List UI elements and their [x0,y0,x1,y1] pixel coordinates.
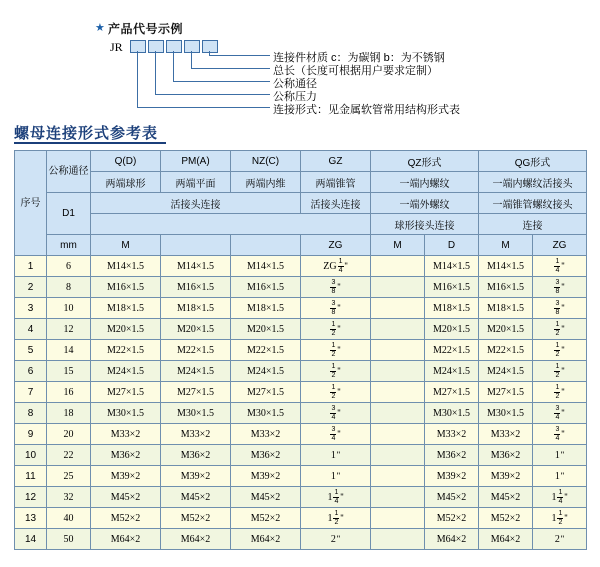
cell-gz: $\frac{3}{8}$ " [301,298,371,319]
cell-qg-zg: 1 $\frac{1}{2}$ " [533,508,587,529]
cell-qz-d: M14×1.5 [425,256,479,277]
header-row-units [15,235,587,256]
cell-qg-m: M14×1.5 [479,256,533,277]
cell-dn: 15 [47,361,91,382]
header-unit-mm: mm [47,235,91,256]
header-group-qz-cn: 一端内螺纹 [371,172,479,193]
cell-seq: 14 [15,529,47,550]
header-row-cn [15,172,587,193]
cell-seq: 4 [15,319,47,340]
header-group-q-cn: 两端球形 [91,172,161,193]
legend-label-dn: 公称通径 [273,78,317,90]
cell-qz-d: M24×1.5 [425,361,479,382]
cell-qg-m: M64×2 [479,529,533,550]
cell-pm: M64×2 [161,529,231,550]
cell-dn: 22 [47,445,91,466]
leader-v-3 [173,51,174,81]
cell-qg-zg: 1 " [533,466,587,487]
cell-seq: 12 [15,487,47,508]
cell-qz-m [371,424,425,445]
table-row [15,424,587,445]
cell-qz-m [371,466,425,487]
cell-gz: $\frac{3}{8}$ " [301,277,371,298]
cell-seq: 3 [15,298,47,319]
section-title-underline [14,142,166,144]
cell-qg-zg: $\frac{1}{2}$ " [533,340,587,361]
header-group-pm-cn: 两端平面 [161,172,231,193]
cell-nz: M45×2 [231,487,301,508]
cell-pm: M16×1.5 [161,277,231,298]
cell-nz: M36×2 [231,445,301,466]
cell-nz: M64×2 [231,529,301,550]
code-prefix: JR [110,40,123,54]
cell-qz-m [371,403,425,424]
cell-pm: M30×1.5 [161,403,231,424]
header-group-nz-cn: 两端内维 [231,172,301,193]
cell-dn: 8 [47,277,91,298]
cell-pm: M18×1.5 [161,298,231,319]
cell-q: M64×2 [91,529,161,550]
cell-nz: M33×2 [231,424,301,445]
cell-qg-zg: $\frac{3}{8}$ " [533,277,587,298]
cell-qg-zg: 1 " [533,445,587,466]
legend-label-pressure: 公称压力 [273,91,317,103]
header-dn [47,151,91,193]
cell-qg-zg: 1 $\frac{1}{4}$ " [533,487,587,508]
cell-qz-m [371,340,425,361]
leader-h-2 [155,94,270,95]
cell-q: M33×2 [91,424,161,445]
leader-v-2 [155,51,156,94]
header-d1-label: D1 [62,208,75,219]
cell-qz-d: M39×2 [425,466,479,487]
table-row [15,445,587,466]
cell-qg-zg: $\frac{1}{2}$ " [533,319,587,340]
cell-pm: M39×2 [161,466,231,487]
cell-nz: M27×1.5 [231,382,301,403]
header-group-qg-cn2: 一端锥管螺纹接头 [479,193,587,214]
table-row [15,319,587,340]
cell-qz-d: M27×1.5 [425,382,479,403]
nut-connection-table [14,150,586,550]
cell-gz: 2 " [301,529,371,550]
cell-qz-m [371,529,425,550]
cell-nz: M14×1.5 [231,256,301,277]
header-unit-qg-m: M [479,235,533,256]
cell-gz: $\frac{3}{4}$ " [301,403,371,424]
header-unit-gz: ZG [301,235,371,256]
header-unit-pm [161,235,231,256]
legend-label-conn: 连接形式：见金属软管常用结构形式表 [273,104,460,116]
cell-qz-d: M16×1.5 [425,277,479,298]
cell-dn: 25 [47,466,91,487]
cell-qg-m: M33×2 [479,424,533,445]
cell-nz: M52×2 [231,508,301,529]
cell-qz-m [371,382,425,403]
header-group-pm-code: PM(A) [161,151,231,172]
code-box-4 [184,40,200,53]
leader-h-5 [209,55,270,56]
header-merge-gz: 活接头连接 [301,193,371,214]
code-box-3 [166,40,182,53]
table-row [15,277,587,298]
header-group-q-code: Q(D) [91,151,161,172]
cell-qz-d: M33×2 [425,424,479,445]
table-row [15,403,587,424]
cell-pm: M20×1.5 [161,319,231,340]
cell-gz: 1 $\frac{1}{2}$ " [301,508,371,529]
cell-qg-zg: $\frac{3}{4}$ " [533,403,587,424]
cell-qz-d: M64×2 [425,529,479,550]
header-unit-nz [231,235,301,256]
leader-h-1 [137,107,270,108]
header-unit-q: M [91,235,161,256]
table-row [15,340,587,361]
cell-qg-m: M36×2 [479,445,533,466]
cell-qg-zg: $\frac{3}{8}$ " [533,298,587,319]
legend-title: 产品代号示例 [108,22,184,36]
cell-q: M39×2 [91,466,161,487]
header-seq [15,151,47,256]
cell-pm: M45×2 [161,487,231,508]
cell-nz: M24×1.5 [231,361,301,382]
cell-dn: 16 [47,382,91,403]
cell-qg-zg: $\frac{3}{4}$ " [533,424,587,445]
cell-qg-zg: $\frac{1}{2}$ " [533,361,587,382]
cell-nz: M18×1.5 [231,298,301,319]
cell-qg-m: M24×1.5 [479,361,533,382]
cell-qg-m: M52×2 [479,508,533,529]
table-body [15,256,587,550]
header-unit-qz-m: M [371,235,425,256]
cell-qz-m [371,277,425,298]
cell-pm: M33×2 [161,424,231,445]
cell-seq: 1 [15,256,47,277]
header-merge-blank [91,214,371,235]
table-row [15,466,587,487]
cell-q: M14×1.5 [91,256,161,277]
cell-seq: 9 [15,424,47,445]
header-dn-label: 公称通径 [48,166,89,177]
cell-qg-m: M22×1.5 [479,340,533,361]
header-group-qg-code: QG形式 [479,151,587,172]
product-code-legend [0,0,600,116]
cell-qz-d: M52×2 [425,508,479,529]
code-box-5 [202,40,218,53]
cell-pm: M27×1.5 [161,382,231,403]
cell-gz: $\frac{1}{2}$ " [301,319,371,340]
cell-gz: $\frac{1}{2}$ " [301,340,371,361]
cell-qz-m [371,508,425,529]
cell-q: M22×1.5 [91,340,161,361]
header-row-merge [15,193,587,214]
header-d1 [47,193,91,235]
cell-q: M20×1.5 [91,319,161,340]
header-merge-qg: 连接 [479,214,587,235]
header-group-qz-code: QZ形式 [371,151,479,172]
cell-pm: M24×1.5 [161,361,231,382]
cell-pm: M52×2 [161,508,231,529]
cell-dn: 50 [47,529,91,550]
cell-seq: 10 [15,445,47,466]
cell-dn: 20 [47,424,91,445]
cell-pm: M14×1.5 [161,256,231,277]
cell-gz: ZG $\frac{1}{4}$ " [301,256,371,277]
header-unit-qg-zg: ZG [533,235,587,256]
header-merge-qz: 球形接头连接 [371,214,479,235]
cell-qz-m [371,298,425,319]
cell-q: M16×1.5 [91,277,161,298]
table [14,150,587,550]
table-row [15,508,587,529]
table-row [15,382,587,403]
header-group-gz-code: GZ [301,151,371,172]
cell-seq: 5 [15,340,47,361]
cell-dn: 32 [47,487,91,508]
cell-qg-zg: $\frac{1}{4}$ " [533,256,587,277]
cell-q: M18×1.5 [91,298,161,319]
header-unit-qz-d: D [425,235,479,256]
cell-qz-m [371,319,425,340]
cell-q: M24×1.5 [91,361,161,382]
cell-gz: 1 $\frac{1}{4}$ " [301,487,371,508]
code-box-2 [148,40,164,53]
header-row-codes [15,151,587,172]
cell-q: M52×2 [91,508,161,529]
cell-gz: $\frac{1}{2}$ " [301,382,371,403]
cell-nz: M30×1.5 [231,403,301,424]
cell-dn: 12 [47,319,91,340]
cell-qg-m: M30×1.5 [479,403,533,424]
cell-qg-m: M45×2 [479,487,533,508]
cell-qz-d: M22×1.5 [425,340,479,361]
cell-qz-m [371,361,425,382]
cell-qz-d: M30×1.5 [425,403,479,424]
cell-seq: 11 [15,466,47,487]
table-row [15,298,587,319]
header-group-gz-cn: 两端锥管 [301,172,371,193]
leader-h-4 [191,68,270,69]
table-row [15,487,587,508]
header-group-qz-cn2: 一端外螺纹 [371,193,479,214]
header-group-nz-code: NZ(C) [231,151,301,172]
cell-dn: 6 [47,256,91,277]
table-row [15,361,587,382]
cell-q: M45×2 [91,487,161,508]
cell-pm: M22×1.5 [161,340,231,361]
cell-qg-m: M27×1.5 [479,382,533,403]
leader-v-4 [191,51,192,68]
cell-nz: M20×1.5 [231,319,301,340]
header-row-merge2 [15,214,587,235]
cell-qg-zg: $\frac{1}{2}$ " [533,382,587,403]
cell-gz: $\frac{1}{2}$ " [301,361,371,382]
header-group-qg-cn: 一端内螺纹活接头 [479,172,587,193]
cell-qz-d: M20×1.5 [425,319,479,340]
cell-q: M30×1.5 [91,403,161,424]
cell-gz: $\frac{3}{4}$ " [301,424,371,445]
star-icon: ★ [95,22,105,34]
cell-seq: 6 [15,361,47,382]
header-seq-label: 序号 [20,197,41,209]
cell-qg-m: M20×1.5 [479,319,533,340]
cell-qz-m [371,445,425,466]
legend-label-length: 总长（长度可根据用户要求定制） [273,65,438,77]
cell-q: M36×2 [91,445,161,466]
cell-pm: M36×2 [161,445,231,466]
legend-label-material: 连接件材质 c：为碳钢 b：为不锈钢 [273,52,445,64]
cell-qg-m: M16×1.5 [479,277,533,298]
leader-h-3 [173,81,270,82]
cell-seq: 7 [15,382,47,403]
cell-nz: M39×2 [231,466,301,487]
cell-qg-zg: 2 " [533,529,587,550]
cell-dn: 40 [47,508,91,529]
cell-gz: 1 " [301,445,371,466]
cell-nz: M16×1.5 [231,277,301,298]
cell-qg-m: M39×2 [479,466,533,487]
cell-q: M27×1.5 [91,382,161,403]
cell-qz-m [371,256,425,277]
cell-dn: 10 [47,298,91,319]
header-merge-qpmnz: 活接头连接 [91,193,301,214]
cell-qz-d: M18×1.5 [425,298,479,319]
cell-seq: 2 [15,277,47,298]
cell-qz-m [371,487,425,508]
cell-seq: 13 [15,508,47,529]
cell-qz-d: M36×2 [425,445,479,466]
code-box-1 [130,40,146,53]
table-row [15,529,587,550]
leader-v-1 [137,51,138,107]
cell-gz: 1 " [301,466,371,487]
section-title: 螺母连接形式参考表 [14,125,159,142]
cell-qz-d: M45×2 [425,487,479,508]
cell-seq: 8 [15,403,47,424]
table-row [15,256,587,277]
cell-dn: 18 [47,403,91,424]
cell-nz: M22×1.5 [231,340,301,361]
cell-dn: 14 [47,340,91,361]
cell-qg-m: M18×1.5 [479,298,533,319]
